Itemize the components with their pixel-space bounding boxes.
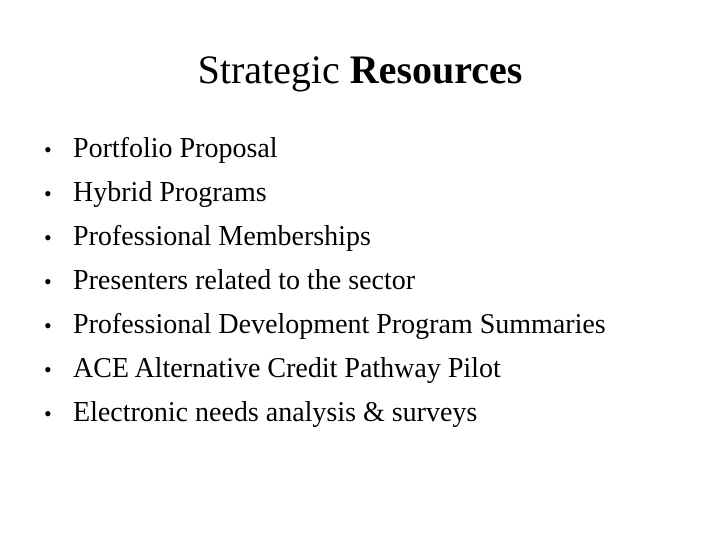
title-regular: Strategic [197,47,340,92]
bullet-item-program-summaries [44,303,606,347]
bullet-text: Hybrid Programs [73,177,267,208]
bullet-text: Portfolio Proposal [73,133,278,164]
bullet-item-portfolio-proposal [44,127,606,171]
bullet-icon: • [44,137,52,162]
bullet-text: ACE Alternative Credit Pathway Pilot [73,353,501,384]
bullet-icon: • [44,181,52,206]
bullet-icon: • [44,401,52,426]
bullet-icon: • [44,313,52,338]
bullet-item-needs-analysis [44,391,606,435]
bullet-text: Presenters related to the sector [73,265,416,296]
bullet-item-hybrid-programs [44,171,606,215]
bullet-icon: • [44,357,52,382]
title-bold: Resources [349,47,523,92]
bullet-text: Electronic needs analysis & surveys [73,397,478,428]
bullet-icon: • [44,269,52,294]
slide-title [0,44,720,96]
bullet-list [44,127,606,435]
bullet-item-presenters [44,259,606,303]
bullet-item-professional-memberships [44,215,606,259]
bullet-icon: • [44,225,52,250]
bullet-item-ace-pilot [44,347,606,391]
bullet-text: Professional Memberships [73,221,371,252]
bullet-text: Professional Development Program Summaries [73,309,606,340]
